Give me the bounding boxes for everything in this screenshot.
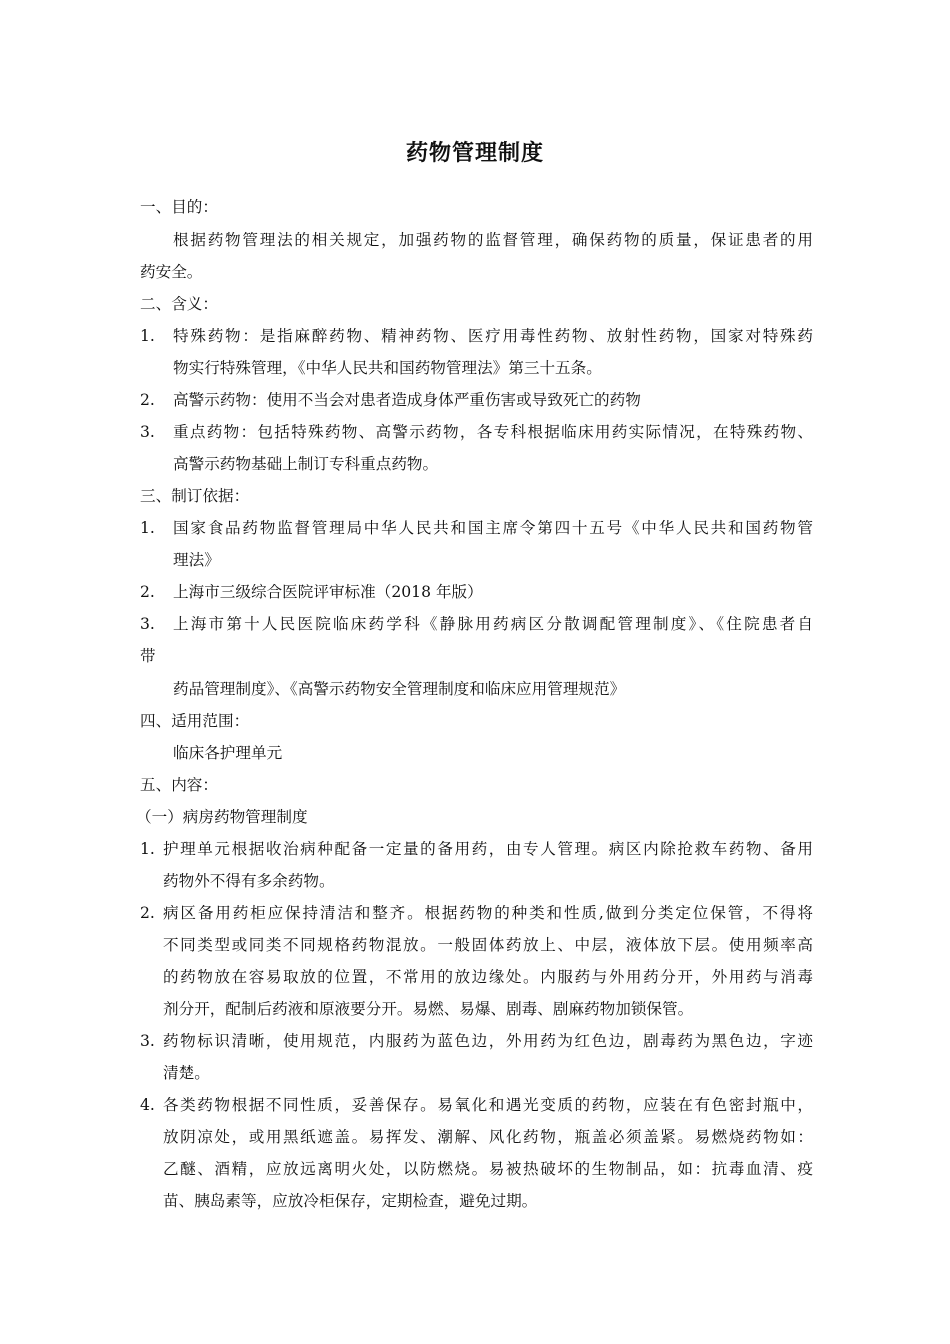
list-item-line: 高警示药物：使用不当会对患者造成身体严重伤害或导致死亡的药物	[173, 391, 641, 409]
section-heading-content: 五、内容：	[140, 776, 218, 794]
section-heading-basis: 三、制订依据：	[140, 487, 250, 505]
paragraph-line: 临床各护理单元	[173, 744, 283, 762]
list-item-line: 重点药物：包括特殊药物、高警示药物，各专科根据临床用药实际情况，在特殊药物、	[173, 423, 813, 441]
list-number: 2.	[140, 583, 155, 601]
paragraph-line: 根据药物管理法的相关规定，加强药物的监督管理，确保药物的质量，保证患者的用	[173, 231, 813, 249]
list-item-line: 上海市第十人民医院临床药学科《静脉用药病区分散调配管理制度》、《住院患者自	[173, 615, 813, 633]
list-number: 2.	[140, 391, 155, 409]
list-item-line: 剂分开，配制后药液和原液要分开。易燃、易爆、剧毒、剧麻药物加锁保管。	[163, 1000, 694, 1018]
section-heading-definition: 二、含义：	[140, 295, 218, 313]
list-item-line: 国家食品药物监督管理局中华人民共和国主席令第四十五号《中华人民共和国药物管	[173, 519, 813, 537]
list-item-line: 护理单元根据收治病种配备一定量的备用药，由专人管理。病区内除抢救车药物、备用	[163, 840, 813, 858]
list-item-line: 乙醚、酒精，应放远离明火处，以防燃烧。易被热破坏的生物制品，如：抗毒血清、疫	[163, 1160, 813, 1178]
section-heading-purpose: 一、目的：	[140, 198, 218, 216]
list-item-line: 不同类型或同类不同规格药物混放。一般固体药放上、中层，液体放下层。使用频率高	[163, 936, 813, 954]
list-item-line: 药品管理制度》、《高警示药物安全管理制度和临床应用管理规范》	[173, 680, 626, 698]
list-number: 1.	[140, 519, 155, 537]
list-item-line: 药物标识清晰，使用规范，内服药为蓝色边，外用药为红色边，剧毒药为黑色边，字迹	[163, 1032, 813, 1050]
list-number: 3.	[140, 423, 155, 441]
list-number: 4.	[140, 1096, 155, 1114]
list-item-line: 上海市三级综合医院评审标准（2018 年版）	[173, 583, 483, 601]
list-item-line: 苗、胰岛素等，应放冷柜保存，定期检查，避免过期。	[163, 1192, 538, 1210]
list-item-line: 清楚。	[163, 1064, 210, 1082]
list-item-line: 特殊药物：是指麻醉药物、精神药物、医疗用毒性药物、放射性药物，国家对特殊药	[173, 327, 813, 345]
list-item-line: 的药物放在容易取放的位置，不常用的放边缘处。内服药与外用药分开，外用药与消毒	[163, 968, 813, 986]
paragraph-line: 药安全。	[140, 263, 203, 281]
list-item-line: 物实行特殊管理，《中华人民共和国药物管理法》第三十五条。	[173, 359, 602, 377]
list-item-line: 病区备用药柜应保持清洁和整齐。根据药物的种类和性质,做到分类定位保管，不得将	[163, 904, 813, 922]
subsection-heading: （一）病房药物管理制度	[136, 808, 308, 826]
list-item-line: 各类药物根据不同性质，妥善保存。易氧化和遇光变质的药物，应装在有色密封瓶中，	[163, 1096, 813, 1114]
section-heading-scope: 四、适用范围：	[140, 712, 250, 730]
page-title: 药物管理制度	[405, 141, 544, 166]
list-number: 1.	[140, 327, 155, 345]
list-number: 1.	[140, 840, 155, 858]
list-item-line: 高警示药物基础上制订专科重点药物。	[173, 455, 439, 473]
list-number: 2.	[140, 904, 155, 922]
list-number: 3.	[140, 615, 155, 633]
list-item-line: 放阴凉处，或用黑纸遮盖。易挥发、潮解、风化药物，瓶盖必须盖紧。易燃烧药物如：	[163, 1128, 813, 1146]
list-item-line: 理法》	[173, 551, 220, 569]
list-item-line: 药物外不得有多余药物。	[163, 872, 335, 890]
list-item-line: 带	[140, 647, 156, 665]
list-number: 3.	[140, 1032, 155, 1050]
